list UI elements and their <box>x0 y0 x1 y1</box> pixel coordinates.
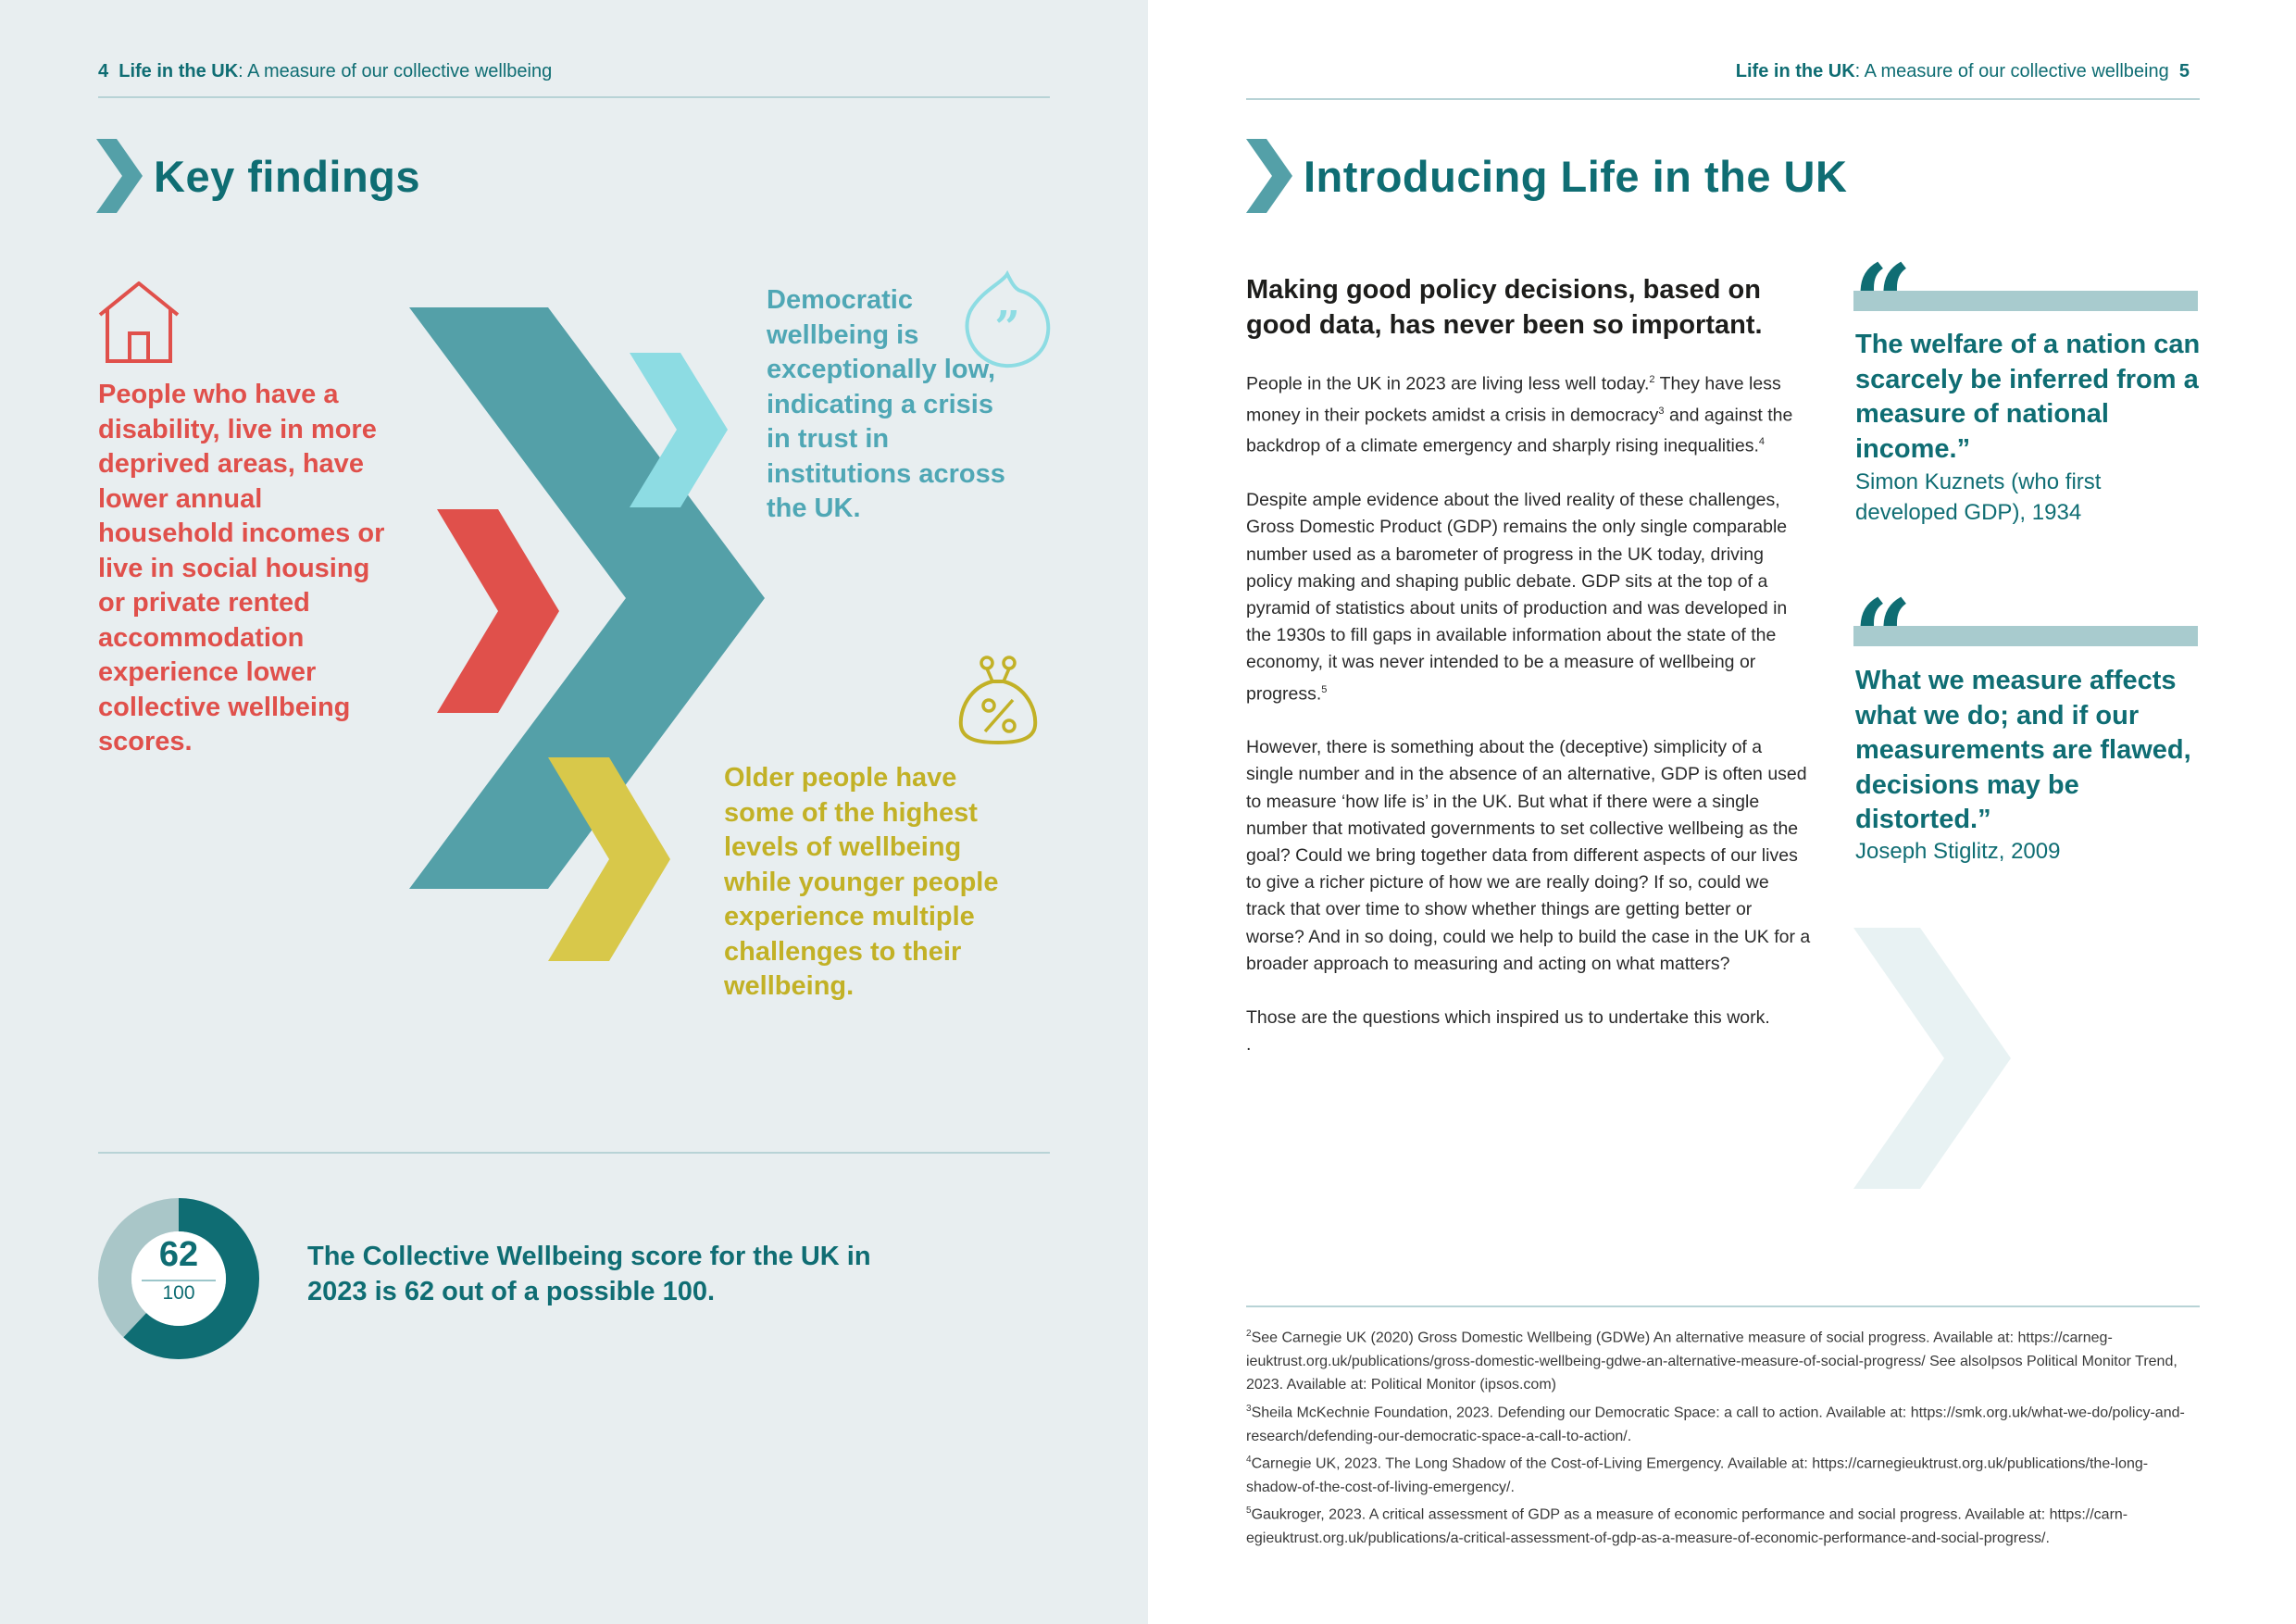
footnotes <box>1246 1322 2200 1551</box>
finding-democratic: Democratic wellbeing is exceptionally low, indicating a crisis in trust in institutions across the UK. <box>767 285 1005 523</box>
score-value: 62 <box>158 1235 199 1274</box>
page-number: 4 <box>98 61 109 81</box>
running-head-left <box>98 61 552 82</box>
body-paragraph: Despite ample evidence about the lived reality of these challenges, Gross Domestic Product (GDP) remains the only single comparable number used as a barometer of progress in the UK today, driving policy making and shaping public debate. GDP sits at the top of a pyramid of statistics about units of production and was developed in the 1930s to fill gaps in available information about the state of the economy, it was never intended to be a measure of wellbeing or progress.$^5$ <box>1246 490 1788 705</box>
score-max: 100 <box>162 1282 195 1304</box>
page-title: Introducing Life in the UK <box>1304 151 1848 201</box>
score-donut <box>98 1198 259 1359</box>
house-icon <box>96 280 181 365</box>
footnote: $^3$Sheila McKechnie Foundation, 2023. Defending our Democratic Space: a call to action. Available at: https://smk.org.uk/what-we-do/policy-and-research/defending-our-democratic-space-a-call-to-action/. <box>1246 1403 2185 1444</box>
score-divider <box>142 1280 216 1281</box>
svg-text:”: ” <box>994 302 1020 354</box>
money-bag-percent-icon <box>954 654 1046 746</box>
running-head-rest: : A measure of our collective wellbeing <box>1854 61 2169 81</box>
running-head-right <box>1736 61 2190 82</box>
quote-attribution: Simon Kuznets (who first developed GDP), 1934 <box>1855 469 2102 525</box>
footnote: $^2$See Carnegie UK (2020) Gross Domestic Wellbeing (GDWe) An alternative measure of social progress. Available at: https://carneg-ieuktrust.org.uk/publications/gross-domestic-wellbeing-gdwe-an-alternative-measure-of-social-progress/ See alsoIpsos Political Monitor Trend, 2023. Available at: Political Monitor (ipsos.com) <box>1246 1329 2177 1393</box>
running-head-bold: Life in the UK <box>119 61 239 81</box>
score-text: The Collective Wellbeing score for the UK in 2023 is 62 out of a possible 100. <box>307 1242 871 1306</box>
chevron-bullet-icon <box>1246 139 1294 213</box>
chevron-graphic <box>398 302 768 968</box>
body-text <box>1246 367 1811 1085</box>
quote-kuznets: The welfare of a nation can scarcely be inferred from a measure of national income.” <box>1855 330 2201 464</box>
page-title: Key findings <box>154 151 421 201</box>
body-paragraph: Those are the questions which inspired us to undertake this work. . <box>1246 1007 1770 1056</box>
quote-stiglitz: What we measure affects what we do; and if our measurements are flawed, decisions may be distorted.” <box>1855 666 2191 834</box>
title-row <box>96 139 420 213</box>
title-row <box>1246 139 1847 213</box>
footnote-rule <box>1246 1305 2200 1307</box>
lead-text: Making good policy decisions, based on good data, has never been so important. <box>1246 275 1763 340</box>
page-number: 5 <box>2178 61 2190 81</box>
running-head-bold: Life in the UK <box>1735 61 1855 81</box>
background-chevron <box>1853 928 2020 1189</box>
quote-mark-icon: “ <box>1853 577 1913 696</box>
quote-attribution: Joseph Stiglitz, 2009 <box>1855 839 2061 864</box>
section-rule <box>98 1152 1050 1154</box>
header-rule <box>98 96 1050 98</box>
header-rule <box>1246 98 2200 100</box>
running-head-rest: : A measure of our collective wellbeing <box>238 61 553 81</box>
chevron-bullet-icon <box>96 139 144 213</box>
footnote: $^5$Gaukroger, 2023. A critical assessment of GDP as a measure of economic performance and social progress. Available at: https://carn-egieuktrust.org.uk/publications/a-critical-assessment-of-gdp-as-a-measure-of-economic-performance-and-social-progress/. <box>1246 1505 2128 1547</box>
body-paragraph: However, there is something about the (deceptive) simplicity of a single number and in the absence of an alternative, GDP is often used to measure ‘how life is’ in the UK. But what if there were a single number that motivated governments to set collective wellbeing as the goal? Could we bring together data from different aspects of our lives to give a richer picture of how we are really doing? If so, could we track that over time to show whether things are getting better or worse? And in so doing, could we help to build the case in the UK for a broader approach to measuring and acting on what matters? <box>1246 737 1811 974</box>
quote-mark-icon: “ <box>1853 242 1913 361</box>
finding-older-people: Older people have some of the highest levels of wellbeing while younger people experience multiple challenges to their wellbeing. <box>724 763 999 1001</box>
footnote: $^4$Carnegie UK, 2023. The Long Shadow of the Cost-of-Living Emergency. Available at: https://carnegieuktrust.org.uk/publications/the-long-shadow-of-the-cost-of-living-emergency/. <box>1246 1455 2149 1495</box>
body-paragraph: People in the UK in 2023 are living less well today.$^2$ They have less money in their pockets amidst a crisis in democracy$^3$ and against the backdrop of a climate emergency and sharply rising inequalities.$^4$ <box>1246 373 1793 456</box>
finding-disability: People who have a disability, live in more deprived areas, have lower annual household incomes or live in social housing or private rented accommodation experience lower collective wellbeing scores. <box>98 380 385 756</box>
